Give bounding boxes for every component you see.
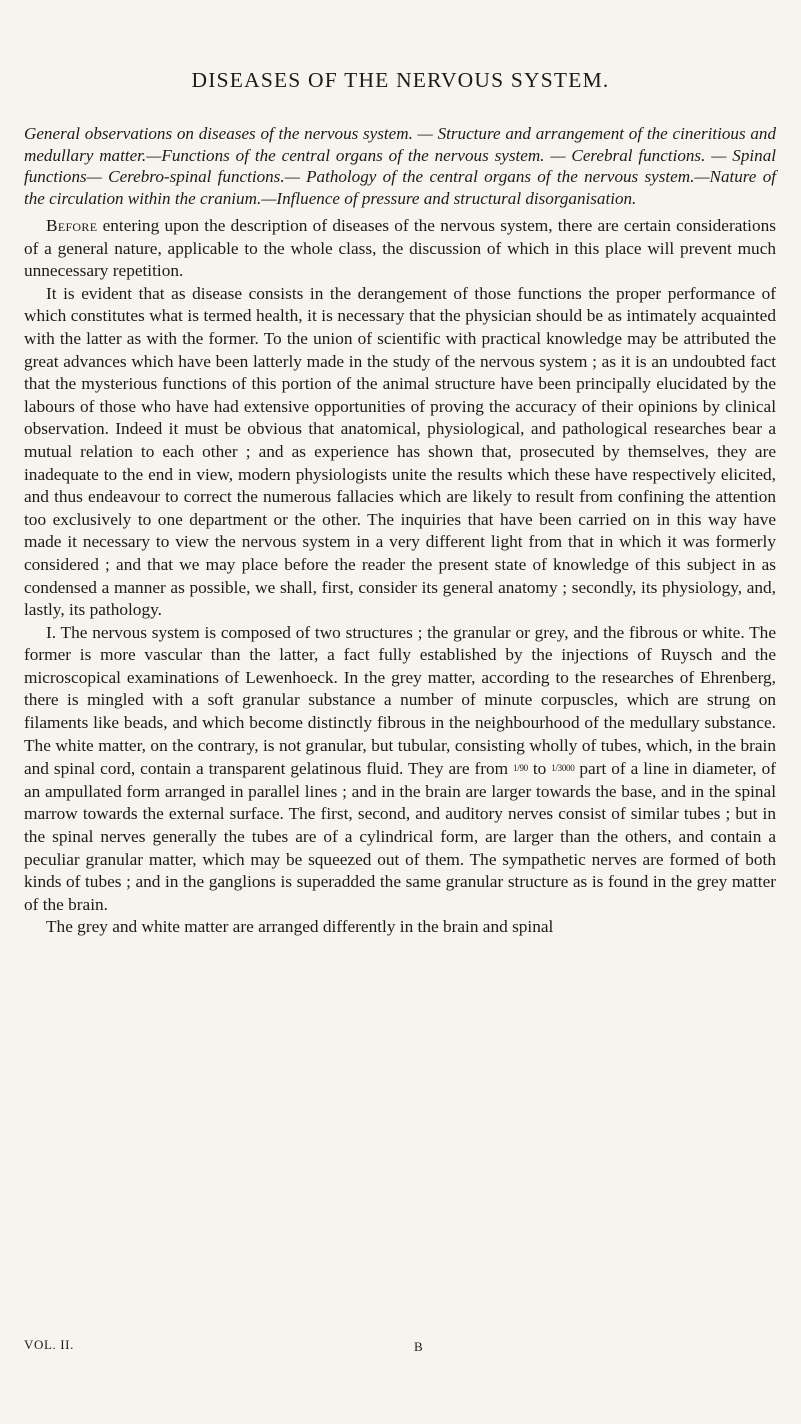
paragraph-3-text-b: to: [527, 759, 552, 779]
fraction-1: 1/90: [513, 763, 528, 774]
fraction-2: 1/3000: [551, 763, 575, 774]
opening-word: Before: [46, 216, 98, 235]
paragraph-1: [24, 215, 776, 283]
page-footer: [24, 1337, 777, 1353]
paragraph-2: It is evident that as disease consists in the derangement of those functions the proper performance of which constitutes what is termed health, it is necessary that the physician should be as intimately acquainted with the latter as with the former. To the union of scientific with practical knowledge may be attributed the great advances which have been latterly made in the study of the nervous system ; as it is an undoubted fact that the mysterious functions of this portion of the animal structure have been principally elucidated by the labours of those who have had extensive opportunities of proving the accuracy of their opinions by clinical observation. Indeed it must be obvious that anatomical, physiological, and pathological researches bear a mutual relation to each other ; and as experience has shown that, prosecuted by themselves, they are inadequate to the end in view, modern physiologists unite the results which these have respectively elicited, and thus endeavour to correct the numerous fallacies which are likely to result from confining the attention too exclusively to one department or the other. The inquiries that have been carried on in this way have made it necessary to view the nervous system in a very different light from that in which it was formerly considered ; and that we may place before the reader the present state of knowledge of this subject in as condensed a manner as possible, we shall, first, consider its general anatomy ; secondly, its physiology, and, lastly, its pathology.: [24, 283, 776, 620]
page-title: DISEASES OF THE NERVOUS SYSTEM.: [191, 68, 610, 92]
chapter-summary: General observations on diseases of the nervous system. — Structure and arrangement of the cineritious and medullary matter.—Functions of the central organs of the nervous system. — Cerebral functions. — Spinal functions— Cerebro-spinal functions.— Pathology of the central organs of the nervous system.—Nature of the circulation within the cranium.—Influence of pressure and structural disorganisation.: [24, 124, 776, 208]
signature-mark: B: [414, 1339, 424, 1354]
paragraph-3-text-c: part of a line in diameter, of an ampullated form arranged in parallel lines ; and in the brain are larger towards the base, and in the spinal marrow towards the external surface. The first, second, and auditory nerves consist of similar tubes ; but in the spinal nerves generally the tubes are of a cylindrical form, are larger than the others, and contain a peculiar granular matter, which may be squeezed out of them. The sympathetic nerves are formed of both kinds of tubes ; and in the ganglions is superadded the same granular structure as is found in the grey matter of the brain.: [24, 759, 776, 914]
paragraph-3-text-a: I. The nervous system is composed of two structures ; the granular or grey, and the fibrous or white. The former is more vascular than the latter, a fact fully established by the injections of Ruysch and the microscopical examinations of Lewenhoeck. In the grey matter, according to the researches of Ehrenberg, there is mingled with a soft granular substance a number of minute corpuscles, which are strung on filaments like beads, and which become distinctly fibrous in the neighbourhood of the medullary substance. The white matter, on the contrary, is not granular, but tubular, consisting wholly of tubes, which, in the brain and spinal cord, contain a transparent gelatinous fluid. They are from: [24, 622, 776, 779]
volume-label: VOL. II.: [24, 1337, 74, 1352]
paragraph-1-text: entering upon the description of diseases of the nervous system, there are certain considerations of a general nature, applicable to the whole class, the discussion of which in this place will prevent much unnecessary repetition.: [24, 216, 776, 281]
paragraph-4: The grey and white matter are arranged differently in the brain and spinal: [46, 917, 554, 937]
body-text: [24, 215, 776, 939]
paragraph-3: [24, 622, 776, 917]
